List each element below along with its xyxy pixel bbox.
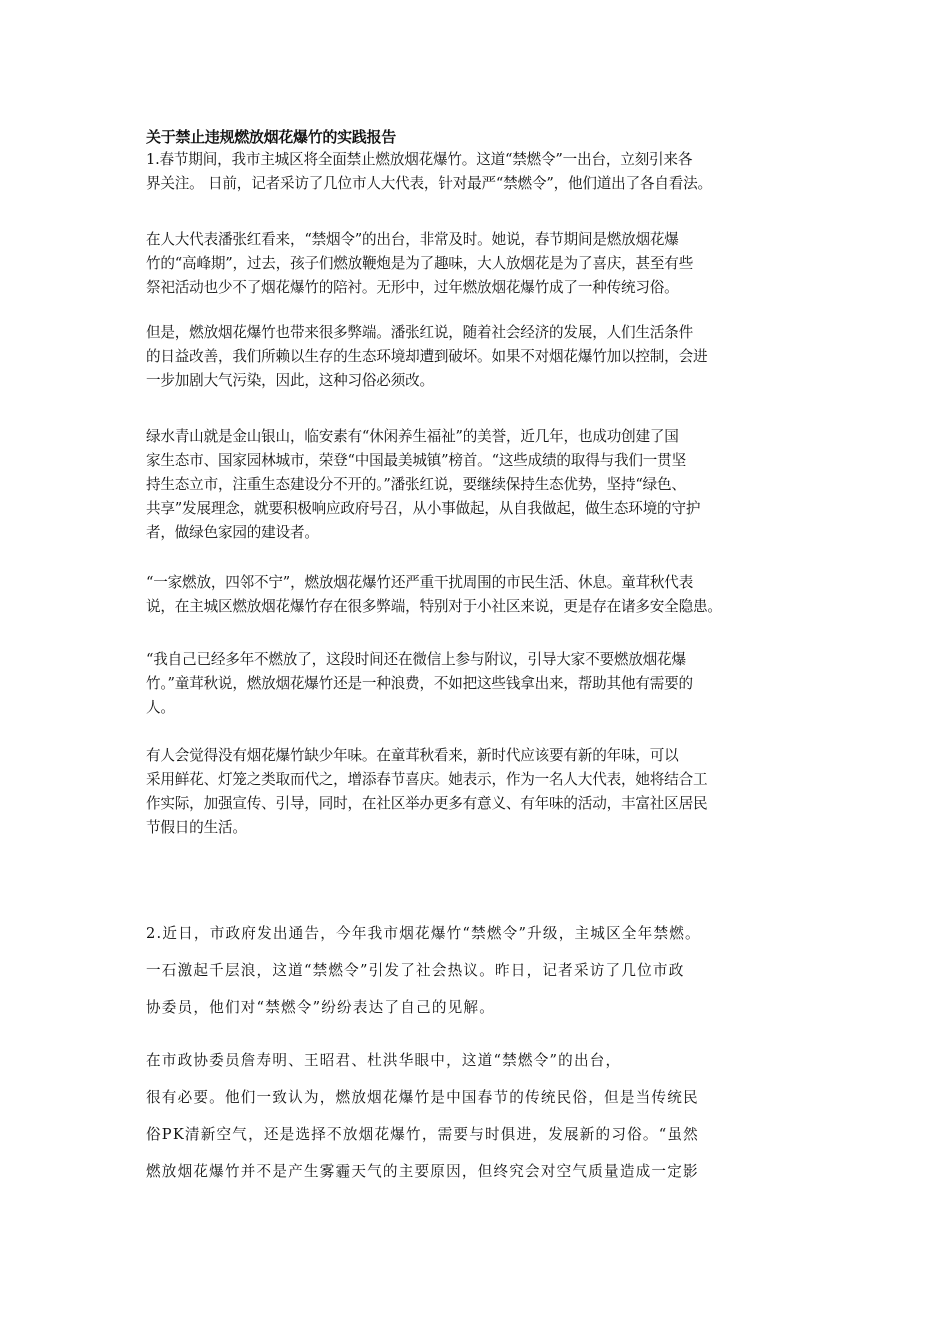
section1-paragraph-1: [146, 148, 816, 196]
text-line: 作实际，加强宣传、引导，同时，在社区举办更多有意义、有年味的活动，丰富社区居民: [146, 795, 708, 812]
text-line: 者，做绿色家园的建设者。: [146, 524, 319, 541]
text-line: 采用鲜花、灯笼之类取而代之，增添春节喜庆。她表示，作为一名人大代表，她将结合工: [146, 771, 708, 788]
text-line: 竹。”童茸秋说，燃放烟花爆竹还是一种浪费，不如把这些钱拿出来，帮助其他有需要的: [146, 675, 693, 692]
text-line: 祭祀活动也少不了烟花爆竹的陪衬。无形中，过年燃放烟花爆竹成了一种传统习俗。: [146, 279, 679, 296]
section1-paragraph-6: [146, 648, 816, 720]
text-line: 在市政协委员詹寿明、王昭君、杜洪华眼中，这道“禁燃令”的出台，: [146, 1052, 622, 1069]
text-line: “一家燃放，四邻不宁”，燃放烟花爆竹还严重干扰周围的市民生活、休息。童茸秋代表: [146, 574, 694, 591]
text-line: 1.春节期间，我市主城区将全面禁止燃放烟花爆竹。这道“禁燃令”一出台，立刻引来各: [146, 151, 693, 168]
section1-paragraph-5: [146, 571, 816, 619]
text-line: 共享”发展理念，就要积极响应政府号召，从小事做起，从自我做起，做生态环境的守护: [146, 500, 701, 517]
text-line: 协委员，他们对“禁燃令”纷纷表达了自己的见解。: [146, 999, 495, 1016]
text-line: 的日益改善，我们所赖以生存的生态环境却遭到破坏。如果不对烟花爆竹加以控制，会进: [146, 348, 708, 365]
text-line: 绿水青山就是金山银山，临安素有“休闲养生福祉”的美誉，近几年，也成功创建了国: [146, 428, 679, 445]
text-line: 在人大代表潘张红看来，“禁烟令”的出台，非常及时。她说，春节期间是燃放烟花爆: [146, 231, 679, 248]
text-line: 人。: [146, 699, 175, 716]
text-line: “我自己已经多年不燃放了，这段时间还在微信上参与附议，引导大家不要燃放烟花爆: [146, 651, 686, 668]
text-line: 有人会觉得没有烟花爆竹缺少年味。在童茸秋看来，新时代应该要有新的年味，可以: [146, 747, 679, 764]
text-line: 说，在主城区燃放烟花爆竹存在很多弊端，特别对于小社区来说，更是存在诸多安全隐患。: [146, 598, 722, 615]
document-title: 关于禁止违规燃放烟花爆竹的实践报告: [146, 128, 396, 146]
text-line: 2.近日，市政府发出通告，今年我市烟花爆竹“禁燃令”升级，主城区全年禁燃。: [146, 925, 701, 942]
text-line: 持生态立市，注重生态建设分不开的。”潘张红说，要继续保持生态优势，坚持“绿色、: [146, 476, 686, 493]
text-line: 一步加剧大气污染，因此，这种习俗必须改。: [146, 372, 434, 389]
text-line: 竹的“高峰期”，过去，孩子们燃放鞭炮是为了趣味，大人放烟花是为了喜庆，甚至有些: [146, 255, 694, 272]
section1-paragraph-3: [146, 321, 816, 393]
text-line: 俗PK清新空气，还是选择不放烟花爆竹，需要与时俱进，发展新的习俗。“虽然: [146, 1126, 699, 1143]
section2-paragraph-1: [146, 915, 816, 1026]
text-line: 但是，燃放烟花爆竹也带来很多弊端。潘张红说，随着社会经济的发展，人们生活条件: [146, 324, 693, 341]
section1-paragraph-7: [146, 744, 816, 840]
text-line: 界关注。 日前，记者采访了几位市人大代表，针对最严“禁燃令”，他们道出了各自看法。: [146, 175, 712, 192]
text-line: 很有必要。他们一致认为，燃放烟花爆竹是中国春节的传统民俗，但是当传统民: [146, 1089, 699, 1106]
section2-paragraph-2: [146, 1042, 816, 1190]
text-line: 家生态市、国家园林城市，荣登“中国最美城镇”榜首。“这些成绩的取得与我们一贯坚: [146, 452, 686, 469]
section1-paragraph-2: [146, 228, 816, 300]
text-line: 节假日的生活。: [146, 819, 247, 836]
text-line: 燃放烟花爆竹并不是产生雾霾天气的主要原因，但终究会对空气质量造成一定影: [146, 1163, 699, 1180]
text-line: 一石激起千层浪，这道“禁燃令”引发了社会热议。昨日，记者采访了几位市政: [146, 962, 685, 979]
section1-paragraph-4: [146, 425, 816, 545]
